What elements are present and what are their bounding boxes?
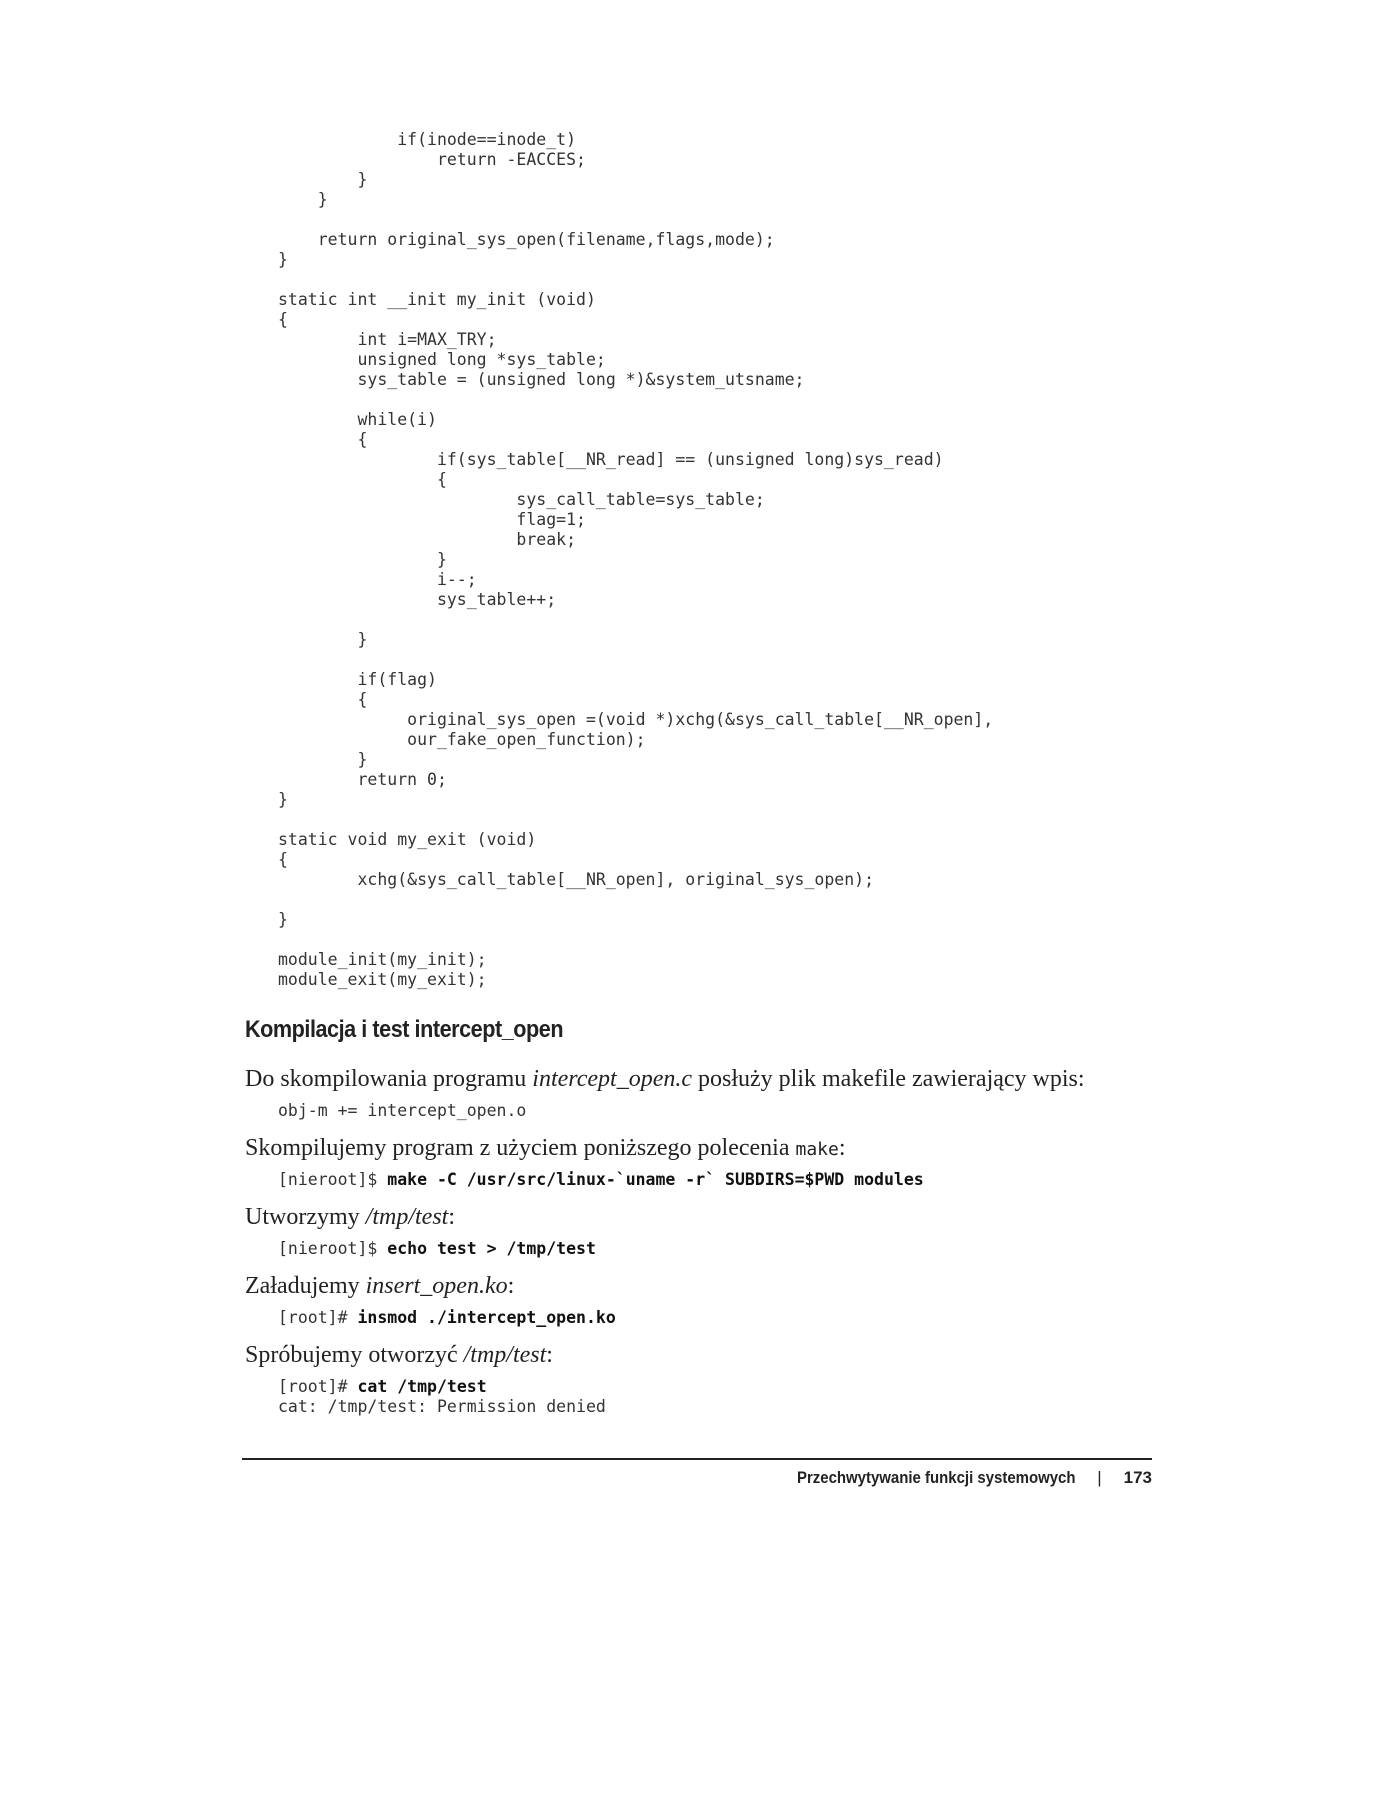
code-cat-command: [root]# cat /tmp/test cat: /tmp/test: Permission denied — [278, 1377, 606, 1416]
command-output: cat: /tmp/test: Permission denied — [278, 1397, 606, 1416]
code-compile-command: [nieroot]$ make -C /usr/src/linux-`uname -r` SUBDIRS=$PWD modules — [278, 1170, 924, 1189]
page-number: 173 — [1123, 1468, 1152, 1487]
paragraph-load-module: Załadujemy insert_open.ko: — [245, 1273, 515, 1299]
code-listing: if(inode==inode_t) return -EACCES; } } return original_sys_open(filename,flags,mode); } static int __init my_init (void) { int i=MAX_TRY; unsigned long *sys_table; sys_table = (unsigned long *)&system_utsname; while(i) { if(sys_table[__NR_read] == (unsigned long)sys_read) { sys_call_table=sys_table; flag=1; break; } i--; sys_table++; } if(flag) { original_sys_open =(void *)xchg(&sys_call_table[__NR_open], our_fake_open_function); } return 0; } static void my_exit (void) { xchg(&sys_call_table[__NR_open], original_sys_open); } module_init(my_init); module_exit(my_exit); — [278, 130, 994, 989]
section-heading: Kompilacja i test intercept_open — [245, 1016, 564, 1043]
footer-rule — [242, 1458, 1152, 1460]
paragraph-makefile: Do skompilowania programu intercept_open.c posłuży plik makefile zawierający wpis: — [245, 1066, 1085, 1092]
footer-separator: | — [1097, 1468, 1102, 1487]
paragraph-open-file: Spróbujemy otworzyć /tmp/test: — [245, 1342, 553, 1368]
running-title: Przechwytywanie funkcji systemowych — [796, 1468, 1076, 1487]
code-create-file-command: [nieroot]$ echo test > /tmp/test — [278, 1239, 596, 1258]
page-footer — [759, 1468, 1152, 1488]
code-insmod-command: [root]# insmod ./intercept_open.ko — [278, 1308, 616, 1327]
paragraph-create-file: Utworzymy /tmp/test: — [245, 1204, 455, 1230]
code-makefile-entry: obj-m += intercept_open.o — [278, 1101, 527, 1120]
paragraph-compile: Skompilujemy program z użyciem poniższego polecenia make: — [245, 1135, 846, 1161]
